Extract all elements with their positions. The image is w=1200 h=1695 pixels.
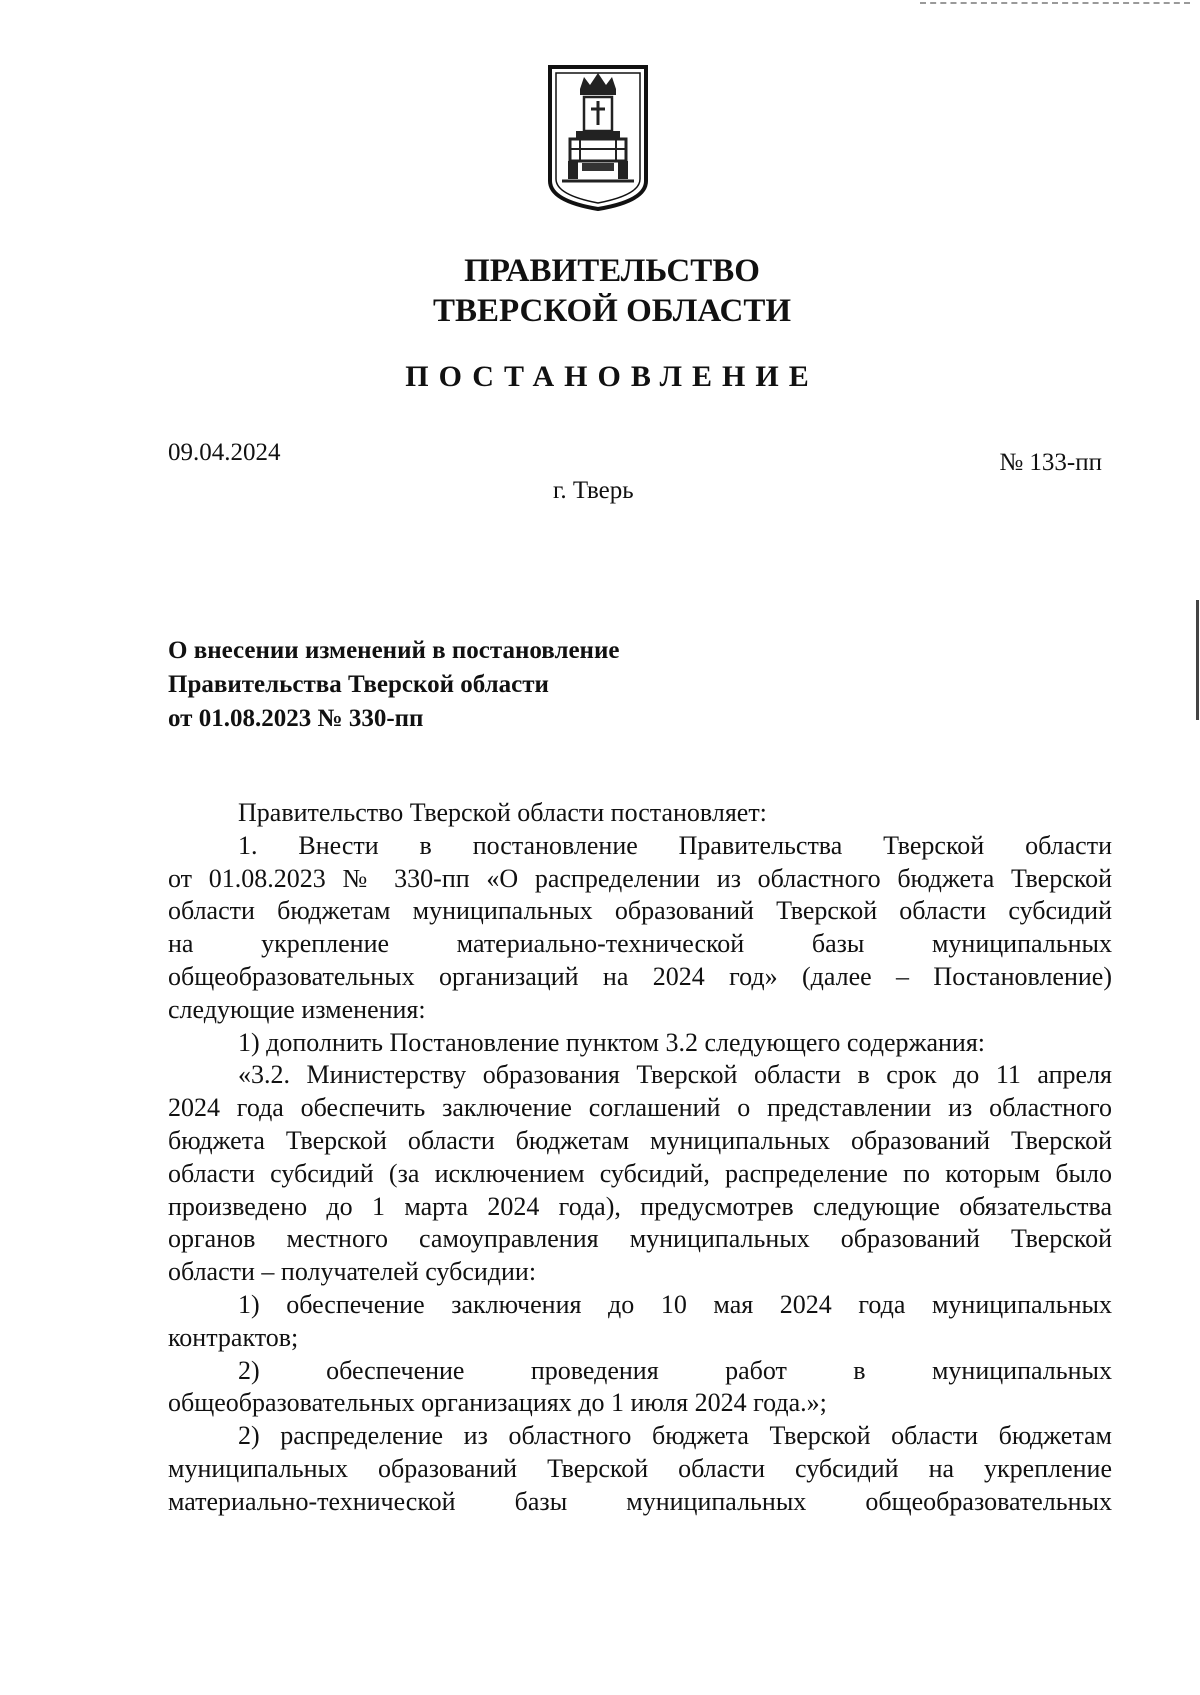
body-line: «3.2. Министерству образования Тверской области в срок до 11 апреля: [238, 1060, 1112, 1090]
body-line: органов местного самоуправления муниципальных образований Тверской: [168, 1224, 1112, 1254]
body-line: общеобразовательных организациях до 1 июля 2024 года.»;: [168, 1388, 827, 1418]
body-line: 1. Внести в постановление Правительства Тверской области: [238, 830, 1112, 860]
body-line: 1) дополнить Постановление пунктом 3.2 следующего содержания:: [238, 1027, 986, 1057]
tver-coat-of-arms-icon: [546, 63, 650, 213]
body-line: муниципальных образований Тверской области субсидий на укрепление: [168, 1453, 1112, 1483]
body-line: 2) обеспечение проведения работ в муниципальных: [238, 1355, 1112, 1385]
body-line: материально-технической базы муниципальных общеобразовательных: [168, 1486, 1112, 1516]
body-line: бюджета Тверской области бюджетам муниципальных образований Тверской: [168, 1125, 1112, 1155]
scan-artifact-right: [1196, 600, 1199, 720]
scan-artifact-top: [920, 2, 1190, 4]
org-name-line-1: ПРАВИТЕЛЬСТВО: [464, 253, 760, 289]
body-line: общеобразовательных организаций на 2024 год» (далее – Постановление): [168, 961, 1112, 991]
body-line: области – получателей субсидии:: [168, 1257, 537, 1287]
document-type: ПОСТАНОВЛЕНИЕ: [405, 360, 819, 393]
body-line: на укрепление материально-технической базы муниципальных: [168, 929, 1112, 959]
document-subject: [168, 634, 808, 736]
subject-line: О внесении изменений в постановление: [168, 637, 620, 664]
document-body: [168, 797, 1112, 1519]
body-line: от 01.08.2023 № 330-пп «О распределении из областного бюджета Тверской: [168, 863, 1112, 893]
document-city: г. Тверь: [553, 477, 634, 504]
body-line: следующие изменения:: [168, 994, 426, 1024]
body-line: контрактов;: [168, 1322, 299, 1352]
subject-line: от 01.08.2023 № 330-пп: [168, 705, 424, 732]
body-line: 2024 года обеспечить заключение соглашений о представлении из областного: [168, 1093, 1112, 1123]
subject-line: Правительства Тверской области: [168, 671, 549, 698]
body-line: области субсидий (за исключением субсидий, распределение по которым было: [168, 1158, 1112, 1188]
body-line: произведено до 1 марта 2024 года), предусмотрев следующие обязательства: [168, 1191, 1112, 1221]
org-name-line-2: ТВЕРСКОЙ ОБЛАСТИ: [432, 293, 792, 329]
document-number: № 133-пп: [999, 449, 1102, 476]
body-line: 2) распределение из областного бюджета Тверской области бюджетам: [238, 1421, 1112, 1451]
body-line: Правительство Тверской области постановляет:: [238, 798, 767, 827]
body-line: области бюджетам муниципальных образований Тверской области субсидий: [168, 896, 1112, 926]
document-date: 09.04.2024: [168, 439, 281, 466]
body-line: 1) обеспечение заключения до 10 мая 2024 года муниципальных: [238, 1289, 1112, 1319]
